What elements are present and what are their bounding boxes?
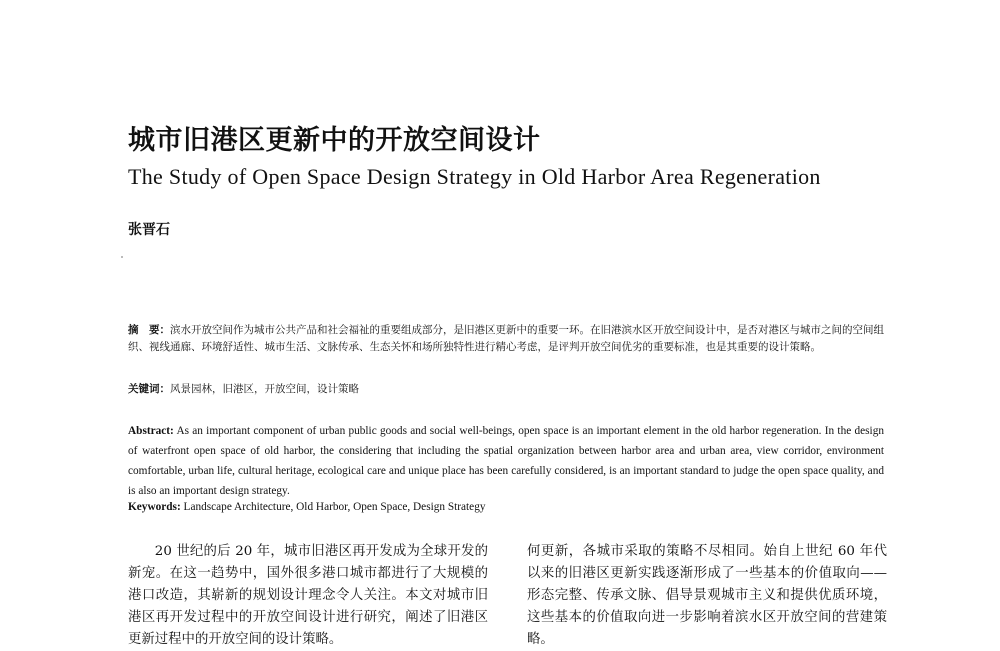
body-paragraph-continued: 何更新，各城市采取的策略不尽相同。始自上世纪 60 年代以来的旧港区更新实践逐渐形成了一些基本的价值取向——形态完整、传承文脉、倡导景观城市主义和提供优质环境，这些基本的价值取向进一步影响着滨水区开放空间的营建策略。 [527, 544, 887, 647]
title-english: The Study of Open Space Design Strategy in Old Harbor Area Regeneration [128, 164, 821, 189]
title-chinese: 城市旧港区更新中的开放空间设计 [128, 125, 541, 156]
keywords-chinese-text: 风景园林，旧港区，开放空间，设计策略 [170, 383, 359, 395]
keywords-english [128, 498, 486, 516]
keywords-chinese [128, 381, 359, 398]
keywords-chinese-label: 关键词： [128, 383, 170, 395]
abstract-english-label: Abstract: [128, 425, 174, 437]
keywords-english-label: Keywords: [128, 501, 181, 513]
scan-speck [121, 256, 123, 258]
abstract-chinese-text: 滨水开放空间作为城市公共产品和社会福祉的重要组成部分，是旧港区更新中的重要一环。在旧港滨水区开放空间设计中，是否对港区与城市之间的空间组织、视线通廊、环境舒适性、城市生活、文脉传承、生态关怀和场所独特性进行精心考虑，是评判开放空间优劣的重要标准，也是其重要的设计策略。 [128, 324, 884, 353]
abstract-english-text: As an important component of urban public goods and social well-beings, open space is an important element in the old harbor regeneration. In the design of waterfront open space of old harbor, the considering that including the spatial organization between harbor area and urban area, view corridor, environment comfortable, urban life, cultural heritage, ecological care and unique place has been carefully considered, is an important standard to judge the open space quality, and is also an important design strategy. [128, 425, 884, 497]
abstract-chinese [128, 322, 884, 356]
body-paragraph: 20 世纪的后 20 年，城市旧港区再开发成为全球开发的新宠。在这一趋势中，国外很多港口城市都进行了大规模的港口改造，其崭新的规划设计理念令人关注。本文对城市旧港区再开发过程中的开放空间设计进行研究，阐述了旧港区更新过程中的开放空间的设计策略。 [128, 544, 488, 647]
body-column-right [527, 541, 887, 651]
author-name: 张晋石 [128, 222, 170, 238]
abstract-chinese-label: 摘 要： [128, 324, 170, 336]
abstract-english [128, 421, 884, 501]
body-column-left [128, 541, 488, 651]
keywords-english-text: Landscape Architecture, Old Harbor, Open Space, Design Strategy [180, 501, 486, 513]
